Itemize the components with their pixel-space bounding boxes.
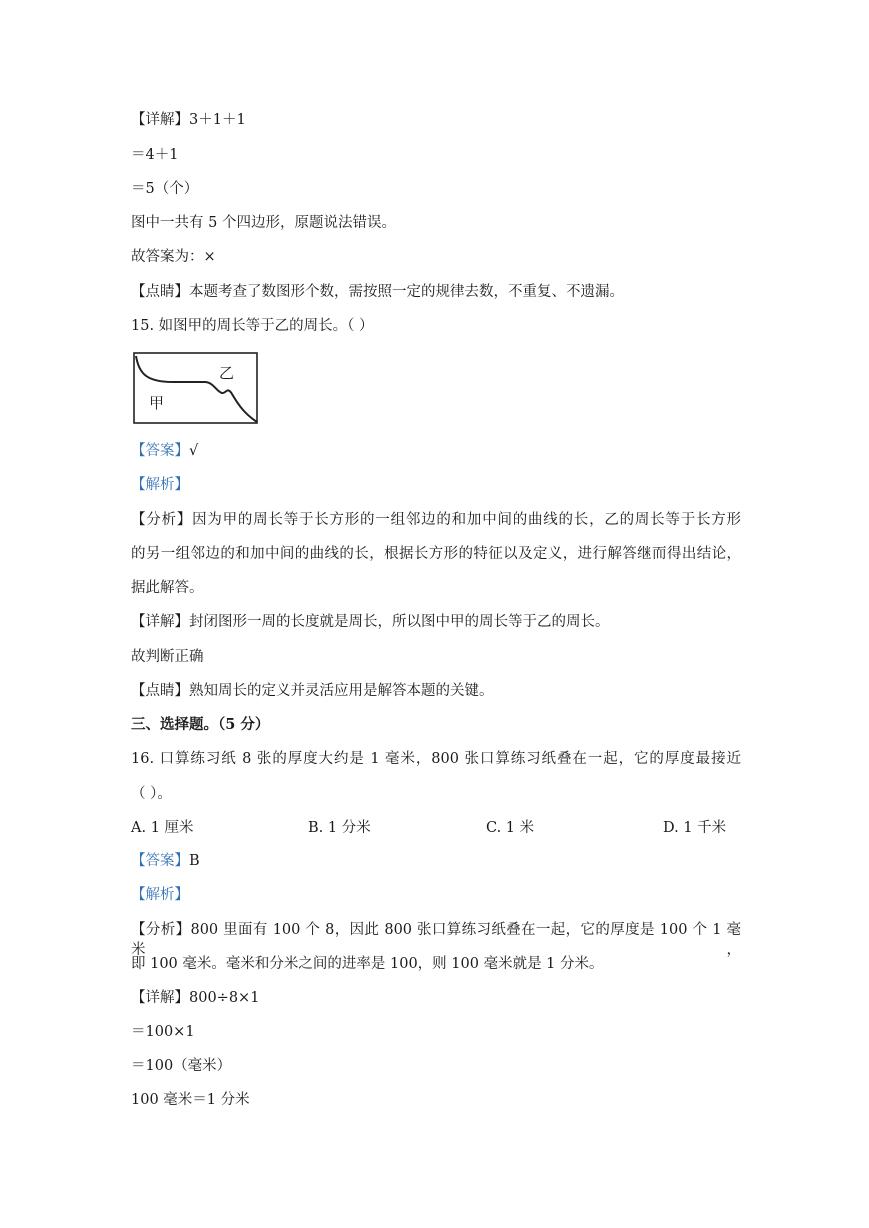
calc-line: ＝100×1: [131, 1024, 195, 1040]
remark-15: 【点睛】熟知周长的定义并灵活应用是解答本题的关键。: [131, 683, 494, 699]
option-a: A. 1 厘米: [131, 820, 194, 836]
question-15: 15. 如图甲的周长等于乙的周长。（ ）: [131, 318, 374, 334]
analysis-16-line: 即 100 毫米。毫米和分米之间的进率是 100，则 100 毫米就是 1 分米。: [131, 956, 604, 972]
judgement-15: 故判断正确: [131, 649, 204, 665]
conclusion-line: 图中一共有 5 个四边形，原题说法错误。: [131, 215, 396, 231]
calc-line: ＝5（个）: [131, 181, 199, 197]
calc-line: ＝4＋1: [131, 147, 179, 163]
rectangle-curve-figure: [133, 352, 259, 426]
option-b: B. 1 分米: [308, 820, 371, 836]
answer-16: 【答案】B: [131, 853, 200, 869]
calc-line: ＝100（毫米）: [131, 1058, 232, 1074]
remark-line: 【点睛】本题考查了数图形个数，需按照一定的规律去数，不重复、不遗漏。: [131, 284, 624, 300]
analysis-16-line: 【分析】800 里面有 100 个 8，因此 800 张口算练习纸叠在一起，它的厚度是 100 个 1 毫米，: [131, 922, 742, 958]
analysis-15-line: 据此解答。: [131, 580, 204, 596]
label-yi: 乙: [219, 364, 235, 382]
analysis-15-heading: 【解析】: [131, 477, 189, 493]
question-16: 16. 口算练习纸 8 张的厚度大约是 1 毫米，800 张口算练习纸叠在一起，它的厚度最接近: [131, 751, 741, 767]
label-jia: 甲: [149, 394, 165, 412]
analysis-16-heading: 【解析】: [131, 887, 189, 903]
question-15-figure: [133, 352, 259, 426]
detail-line: 【详解】3＋1＋1: [131, 112, 246, 128]
detail-15: 【详解】封闭图形一周的长度就是周长，所以图中甲的周长等于乙的周长。: [131, 614, 610, 630]
question-16-blank: （ ）。: [131, 786, 172, 802]
answer-15: 【答案】√: [131, 443, 199, 459]
analysis-15-line: 的另一组邻边的和加中间的曲线的长，根据长方形的特征以及定义，进行解答继而得出结论，: [131, 546, 741, 562]
detail-16: 【详解】800÷8×1: [131, 990, 260, 1006]
option-c: C. 1 米: [486, 820, 535, 836]
option-d: D. 1 千米: [663, 820, 727, 836]
calc-line: 100 毫米＝1 分米: [131, 1092, 250, 1108]
analysis-15-line: 【分析】因为甲的周长等于长方形的一组邻边的和加中间的曲线的长，乙的周长等于长方形: [131, 512, 741, 528]
answer-line: 故答案为：×: [131, 249, 216, 265]
section-heading: 三、选择题。（5 分）: [131, 716, 270, 733]
